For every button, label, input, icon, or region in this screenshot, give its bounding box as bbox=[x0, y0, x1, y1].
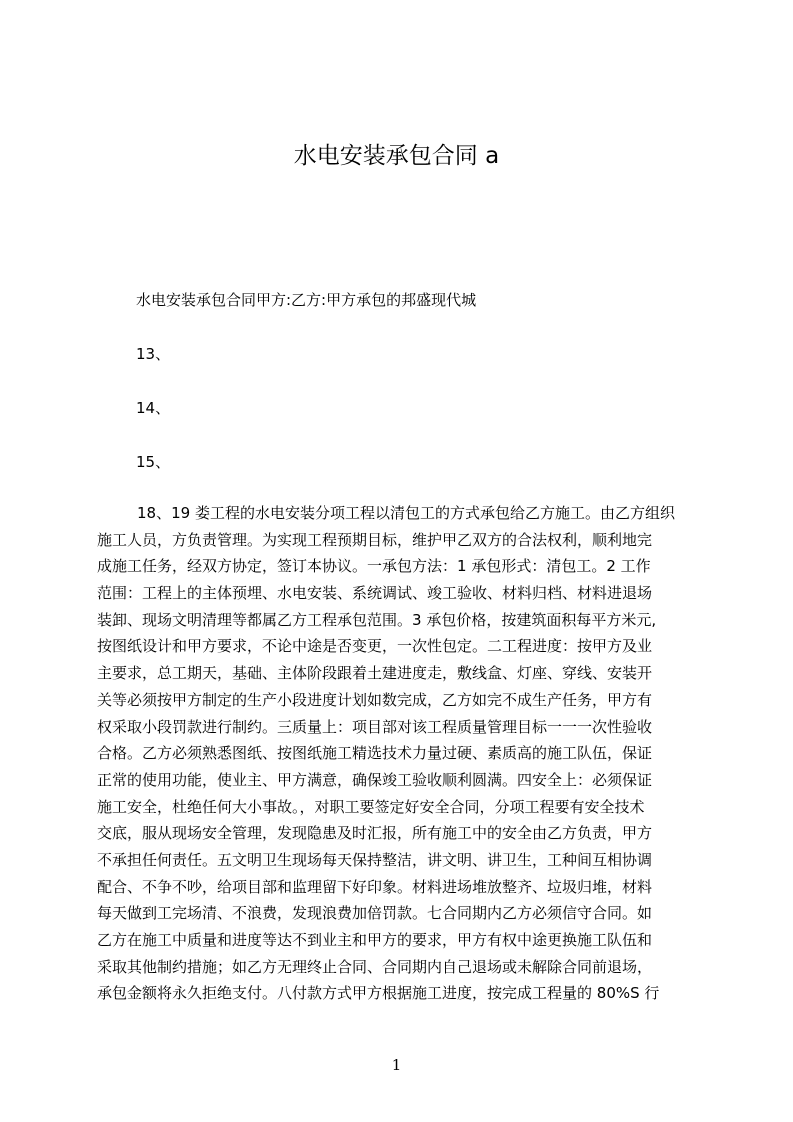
body-line: 乙方在施工中质量和进度等达不到业主和甲方的要求，甲方有权中途更换施工队伍和 bbox=[97, 931, 653, 949]
body-line: 配合、不争不吵，给项目部和监理留下好印象。材料进场堆放整齐、垃圾归堆，材料 bbox=[97, 877, 653, 896]
body-line: 采取其他制约措施；如乙方无理终止合同、合同期内自己退场或未解除合同前退场， bbox=[97, 957, 653, 976]
list-item-14: 14、 bbox=[136, 399, 171, 417]
body-line: 范围：工程上的主体预埋、水电安装、系统调试、竣工验收、材料归档、材料进退场 bbox=[97, 584, 653, 603]
document-title: 水电安装承包合同 a bbox=[293, 143, 500, 169]
body-line: 交底，服从现场安全管理，发现隐患及时汇报，所有施工中的安全由乙方负责，甲方 bbox=[97, 824, 653, 843]
body-line: 不承担任何责任。五文明卫生现场每天保持整洁，讲文明、讲卫生，工种间互相协调 bbox=[97, 850, 653, 869]
body-line: 权采取小段罚款进行制约。三质量上：项目部对该工程质量管理目标一一一次性验收 bbox=[97, 717, 653, 736]
body-line: 装卸、现场文明清理等都属乙方工程承包范围。3 承包价格，按建筑面积每平方米元, bbox=[97, 610, 657, 629]
body-line: 关等必须按甲方制定的生产小段进度计划如数完成，乙方如完不成生产任务，甲方有 bbox=[97, 690, 653, 709]
page-number: 1 bbox=[391, 1056, 402, 1074]
body-line: 合格。乙方必须熟悉图纸、按图纸施工精选技术力量过硬、素质高的施工队伍，保证 bbox=[97, 744, 653, 763]
body-line: 承包金额将永久拒绝支付。八付款方式甲方根据施工进度，按完成工程量的 80%S 行 bbox=[97, 984, 660, 1003]
body-line: 每天做到工完场清、不浪费，发现浪费加倍罚款。七合同期内乙方必须信守合同。如 bbox=[97, 904, 653, 923]
body-line: 18、19 娄工程的水电安装分项工程以清包工的方式承包给乙方施工。由乙方组织 bbox=[137, 504, 675, 522]
body-line: 按图纸设计和甲方要求，不论中途是否变更，一次性包定。二工程进度：按甲方及业 bbox=[97, 637, 653, 656]
body-line: 施工人员，方负责管理。为实现工程预期目标，维护甲乙双方的合法权利，顺利地完 bbox=[97, 530, 653, 549]
contract-body bbox=[97, 500, 707, 1007]
body-line: 成施工任务，经双方协定，签订本协议。一承包方法：1 承包形式：清包工。2 工作 bbox=[97, 557, 651, 576]
list-item-15: 15、 bbox=[136, 453, 171, 471]
body-line: 正常的使用功能，使业主、甲方满意，确保竣工验收顺利圆满。四安全上：必须保证 bbox=[97, 770, 653, 789]
body-line: 主要求，总工期天，基础、主体阶段跟着土建进度走，敷线盒、灯座、穿线、安装开 bbox=[97, 664, 653, 683]
body-line: 施工安全，杜绝任何大小事故。，对职工要签定好安全合同，分项工程要有安全技术 bbox=[97, 797, 645, 816]
list-item-13: 13、 bbox=[136, 345, 171, 363]
intro-paragraph: 水电安装承包合同甲方:乙方:甲方承包的邦盛现代城 bbox=[136, 291, 477, 309]
